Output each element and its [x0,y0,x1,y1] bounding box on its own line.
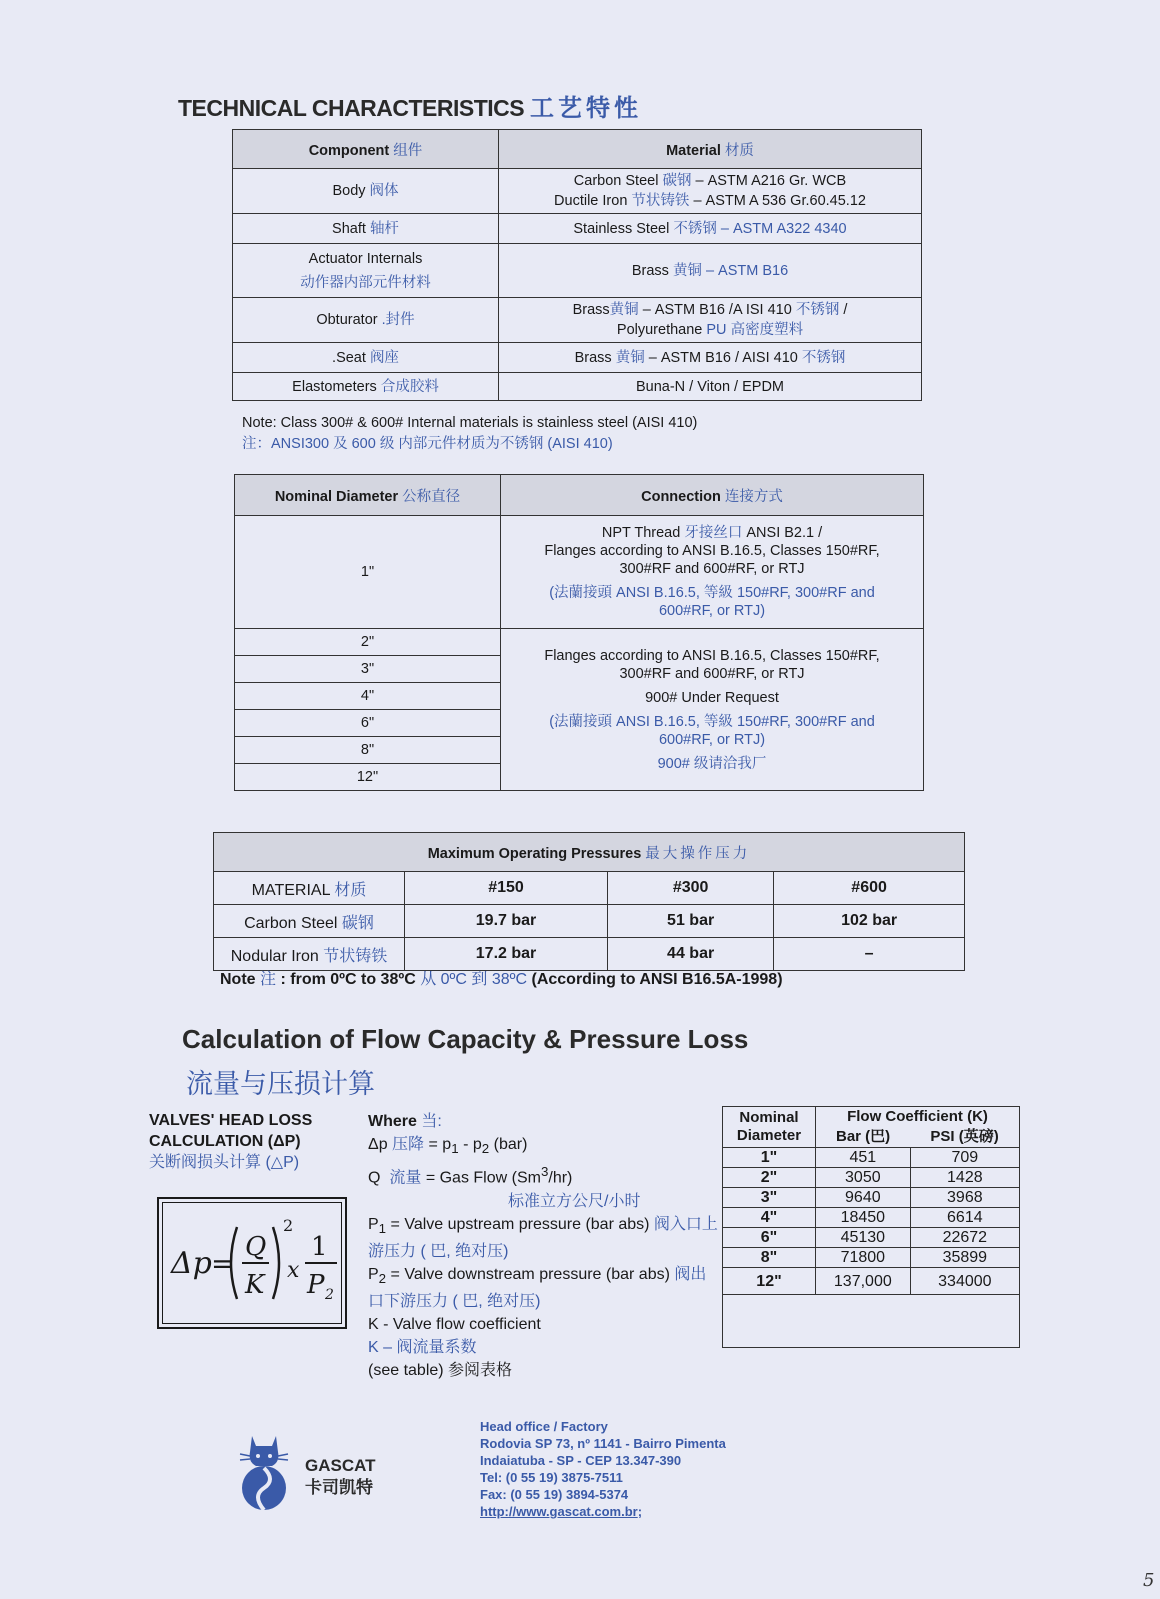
pressure-note: Note 注 : from 0ºC to 38ºC 从 0ºC 到 38ºC (According to ANSI B16.5A-1998) [220,971,783,988]
diameter-cell: 6" [235,710,501,737]
formula-equals: = [211,1247,235,1280]
right-paren [273,1227,279,1299]
title-en: TECHNICAL CHARACTERISTICS [178,95,525,121]
connection-header-row [235,475,924,516]
formula-one: 1 [311,1232,328,1262]
formula-p: P [307,1270,325,1300]
connection-cell: Flanges according to ANSI B.16.5, Classes 150#RF, 300#RF and 600#RF, or RTJ 900# Under Request (法蘭接頭 ANSI B.16.5, 等級 150#RF, 300#RF and 600#RF, or RTJ) 900# 级请洽我厂 [501,629,924,791]
elastometers-cell: Elastometers 合成胶料 [233,373,499,401]
actuator-cell: Actuator Internals 动作器内部元件材料 [233,244,499,298]
connection-header: Connection 连接方式 [501,475,924,516]
diameter-cell: 12" [235,764,501,791]
class-600-header: #600 [774,872,965,905]
table-row: 2" 3050 1428 [723,1168,1020,1188]
seat-cell: .Seat 阀座 [233,343,499,373]
calculation-title-cn: 流量与压损计算 [186,1069,375,1099]
table-row [233,373,922,401]
diameter-cell: 3" [235,656,501,683]
table-row: 8" 71800 35899 [723,1248,1020,1268]
formula-times: x [287,1258,300,1283]
formula-k: K [245,1270,265,1300]
class-150-header: #150 [405,872,608,905]
pressure-header-row [214,872,965,905]
diameter-cell: 2" [235,629,501,656]
contact-info: Head office / Factory Rodovia SP 73, nº 1141 - Bairro Pimenta Indaiatuba - SP - CEP 13.347-390 Tel: (0 55 19) 3875-7511 Fax: (0 55 19) 3894-5374 http://www.gascat.com.br; [480,1419,726,1519]
pressure-table [213,832,965,971]
table-row [235,629,924,656]
flow-header-row [723,1107,1020,1128]
elastometers-material-cell: Buna-N / Viton / EPDM [499,373,922,401]
calculation-title: Calculation of Flow Capacity & Pressure Loss [182,1024,749,1054]
diameter-cell: 1" [235,516,501,629]
page-title [178,88,642,123]
diameter-header: Nominal Diameter 公称直径 [235,475,501,516]
pressure-title: Maximum Operating Pressures 最大操作压力 [214,833,965,872]
materials-note: Note: Class 300# & 600# Internal materials is stainless steel (AISI 410) 注：ANSI300 及 600 级 内部元件材质为不锈钢 (AISI 410) [242,415,698,452]
head-loss-label: VALVES' HEAD LOSS CALCULATION (ΔP) 关断阀损头计算 (△P) [149,1112,313,1171]
diameter-cell: 4" [235,683,501,710]
obturator-material-cell: Brass黄铜 – ASTM B16 /A ISI 410 不锈钢 / Polyurethane PU 高密度塑料 [499,298,922,343]
actuator-material-cell: Brass 黄铜 – ASTM B16 [499,244,922,298]
table-row [233,244,922,298]
gascat-cat-logo-icon [236,1432,292,1512]
pressure-value: 51 bar [608,905,774,938]
table-row [214,905,965,938]
bar-header: Bar (巴) [816,1127,911,1148]
table-row [233,169,922,214]
table-row [233,343,922,373]
page-number: 5 [1143,1570,1155,1591]
blank-row [723,1295,1020,1348]
formula-lhs: Δp [171,1246,212,1281]
diameter-cell: 8" [235,737,501,764]
table-row: 6" 45130 22672 [723,1228,1020,1248]
material-header: Material 材质 [499,130,922,169]
table-row: 3" 9640 3968 [723,1188,1020,1208]
table-row: 12" 137,000 334000 [723,1268,1020,1295]
body-material-cell: Carbon Steel 碳钢 – ASTM A216 Gr. WCB Ductile Iron 节状铸铁 – ASTM A 536 Gr.60.45.12 [499,169,922,214]
pressure-title-row [214,833,965,872]
table-row [233,298,922,343]
where-legend: Where 当: Δp 压降 = $p_1 - p_2$ (bar) Q 流量 = Gas Flow (Sm$^3$/hr) 标准立方公尺/小时 $P_1$ = Valve upstream pressure (bar abs) 阀入口上游压力 ( 巴, 绝对压) $P_2$ = Valve downstream pressure (bar abs) 阀出口下游压力 ( 巴, 绝对压) K - Valve flow coefficient K – 阀流量系数 (see table) 参阅表格 [368,1113,718,1379]
brand-name: GASCAT 卡司凯特 [305,1456,376,1497]
materials-table [232,129,922,401]
table-row: 1" 451 709 [723,1148,1020,1168]
formula-q: Q [245,1232,267,1262]
formula-sub: 2 [325,1287,334,1303]
formula-exponent: 2 [283,1216,294,1235]
material-cell: Nodular Iron 节状铸铁 [214,938,405,971]
pressure-value: 102 bar [774,905,965,938]
psi-header: PSI (英磅) [910,1127,1019,1148]
title-cn: 工艺特性 [530,95,643,122]
head-loss-formula [159,1199,345,1327]
table-row: 4" 18450 6614 [723,1208,1020,1228]
obturator-cell: Obturator .封件 [233,298,499,343]
shaft-material-cell: Stainless Steel 不锈钢 – ASTM A322 4340 [499,214,922,244]
pressure-value: 19.7 bar [405,905,608,938]
material-cell: Carbon Steel 碳钢 [214,905,405,938]
pressure-value: – [774,938,965,971]
component-header: Component 组件 [233,130,499,169]
flow-coefficient-table [722,1106,1020,1348]
pressure-value: 17.2 bar [405,938,608,971]
seat-material-cell: Brass 黄铜 – ASTM B16 / AISI 410 不锈钢 [499,343,922,373]
table-row [233,214,922,244]
material-col-header: MATERIAL 材质 [214,872,405,905]
formula-box [157,1197,347,1329]
website-link[interactable]: http://www.gascat.com.br [480,1504,638,1519]
materials-header-row [233,130,922,169]
connection-table [234,474,924,791]
table-row [235,516,924,629]
body-cell: Body 阀体 [233,169,499,214]
connection-cell: NPT Thread 牙接丝口 ANSI B2.1 / Flanges according to ANSI B.16.5, Classes 150#RF, 300#RF and 600#RF, or RTJ (法蘭接頭 ANSI B.16.5, 等級 150#RF, 300#RF and 600#RF, or RTJ) [501,516,924,629]
flow-coefficient-header: Flow Coefficient (K) [816,1107,1020,1128]
class-300-header: #300 [608,872,774,905]
nominal-diameter-header: Nominal Diameter [723,1107,816,1148]
pressure-value: 44 bar [608,938,774,971]
shaft-cell: Shaft 轴杆 [233,214,499,244]
